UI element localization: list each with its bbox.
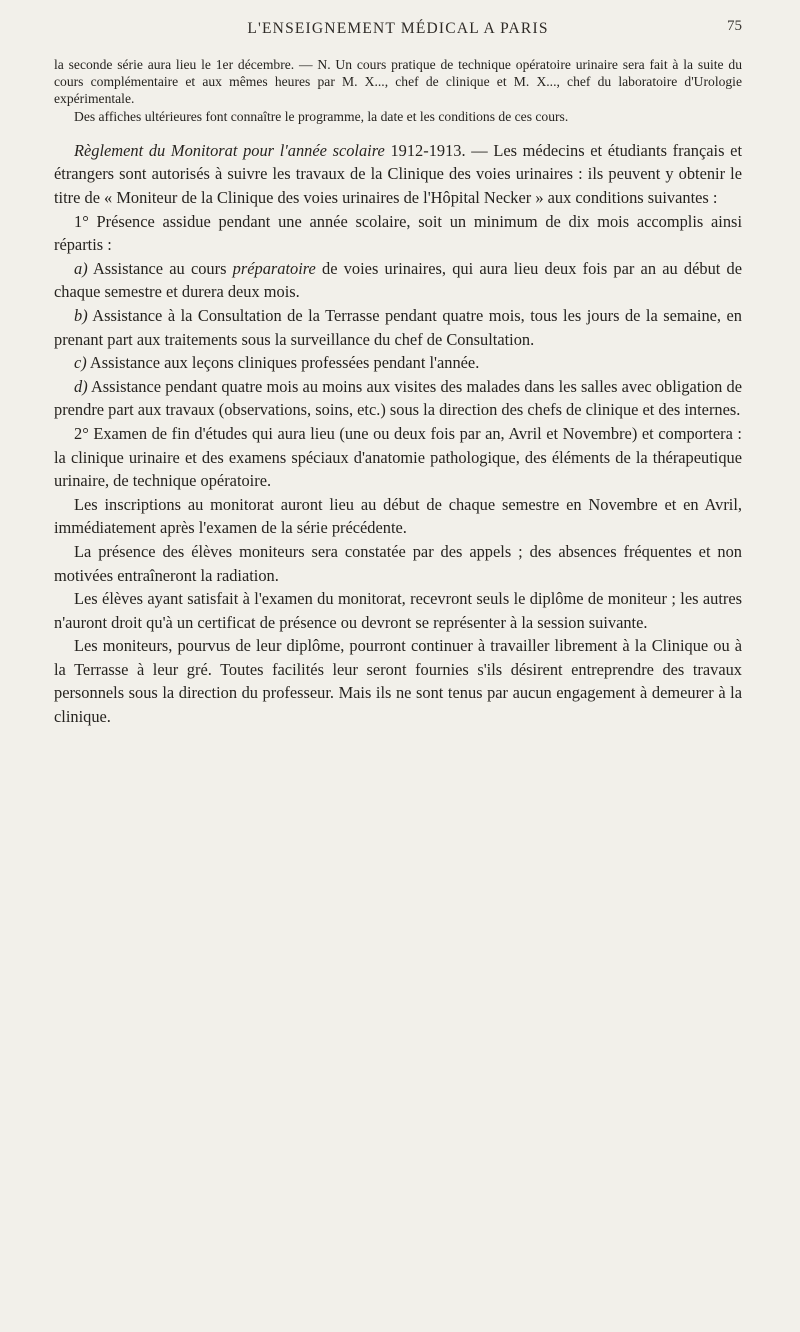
paragraph-moniteurs: Les moniteurs, pourvus de leur diplôme, pourront continuer à travailler librement à la Clinique ou à la Terrasse à leur gré. Toutes facilités leur seront fournies s'ils désirent entreprendre des travaux personnels sous la direction du professeur. Mais ils ne sont tenus par aucun engagement à demeurer à la clinique. xyxy=(54,636,742,727)
item-b-text: Assistance à la Consultation de la Terrasse pendant quatre mois, tous les jours de la semaine, en prenant part aux traitements sous la surveillance du chef de Consultation. xyxy=(54,305,742,349)
running-title: L'ENSEIGNEMENT MÉDICAL A PARIS xyxy=(247,20,549,37)
section-heading-paragraph xyxy=(54,139,742,210)
condition-2: 2° Examen de fin d'études qui aura lieu (une ou deux fois par an, Avril et Novembre) et comportera : la clinique urinaire et des examens spéciaux d'anatomie pathologique, des éléments de la thérapeutique urinaire, de technique opératoire. xyxy=(54,423,742,491)
condition-1: 1° Présence assidue pendant une année scolaire, soit un minimum de dix mois accomplis ainsi répartis : xyxy=(54,211,742,255)
section-title: Règlement du Monitorat pour l'année scolaire xyxy=(74,140,385,160)
intro-paragraph-1: la seconde série aura lieu le 1er décembre. — N. Un cours pratique de technique opératoire urinaire sera fait à la suite du cours complémentaire et aux mêmes heures par M. X..., chef de clinique et M. X..., chef du laboratoire d'Urologie expérimentale. xyxy=(54,57,742,107)
item-c-letter: c) xyxy=(74,353,87,373)
item-c xyxy=(54,351,742,375)
item-a-text-pre: Assistance au cours xyxy=(87,258,233,278)
item-a-letter: a) xyxy=(74,258,88,278)
intro-block xyxy=(54,56,742,125)
paragraph-inscriptions: Les inscriptions au monitorat auront lieu au début de chaque semestre en Novembre et en Avril, immédiatement après l'examen de la série précédente. xyxy=(54,494,742,538)
section-intro-text: 1912-1913. — Les médecins et étudiants français et étrangers sont autorisés à suivre les travaux de la Clinique des voies urinaires : ils peuvent y obtenir le titre de « Moniteur de la Clinique des voies urinaires de l'Hôpital Necker » aux conditions suivantes : xyxy=(54,140,742,207)
paragraph-diplome: Les élèves ayant satisfait à l'examen du monitorat, recevront seuls le diplôme de moniteur ; les autres n'auront droit qu'à un certificat de présence ou devront se représenter à la session suivante. xyxy=(54,589,742,632)
item-d xyxy=(54,375,742,422)
running-head xyxy=(54,12,742,46)
page-number: 75 xyxy=(727,18,742,34)
item-b-letter: b) xyxy=(74,305,88,325)
reglement-section xyxy=(54,139,742,729)
item-b xyxy=(54,304,742,351)
item-a-text-post: de voies urinaires, qui aura lieu deux fois par an au début de chaque semestre et durera deux mois. xyxy=(54,258,742,302)
intro-paragraph-2: Des affiches ultérieures font connaître le programme, la date et les conditions de ces cours. xyxy=(74,108,569,124)
item-d-letter: d) xyxy=(74,376,88,396)
paragraph-presence: La présence des élèves moniteurs sera constatée par des appels ; des absences fréquentes et non motivées entraîneront la radiation. xyxy=(54,541,742,585)
item-a xyxy=(54,257,742,304)
item-a-italic-word: préparatoire xyxy=(232,258,316,278)
item-c-text: Assistance aux leçons cliniques professées pendant l'année. xyxy=(86,353,480,373)
item-d-text: Assistance pendant quatre mois au moins aux visites des malades dans les salles avec obligation de prendre part aux travaux (observations, soins, etc.) sous la direction des chefs de clinique et des internes. xyxy=(54,376,742,420)
